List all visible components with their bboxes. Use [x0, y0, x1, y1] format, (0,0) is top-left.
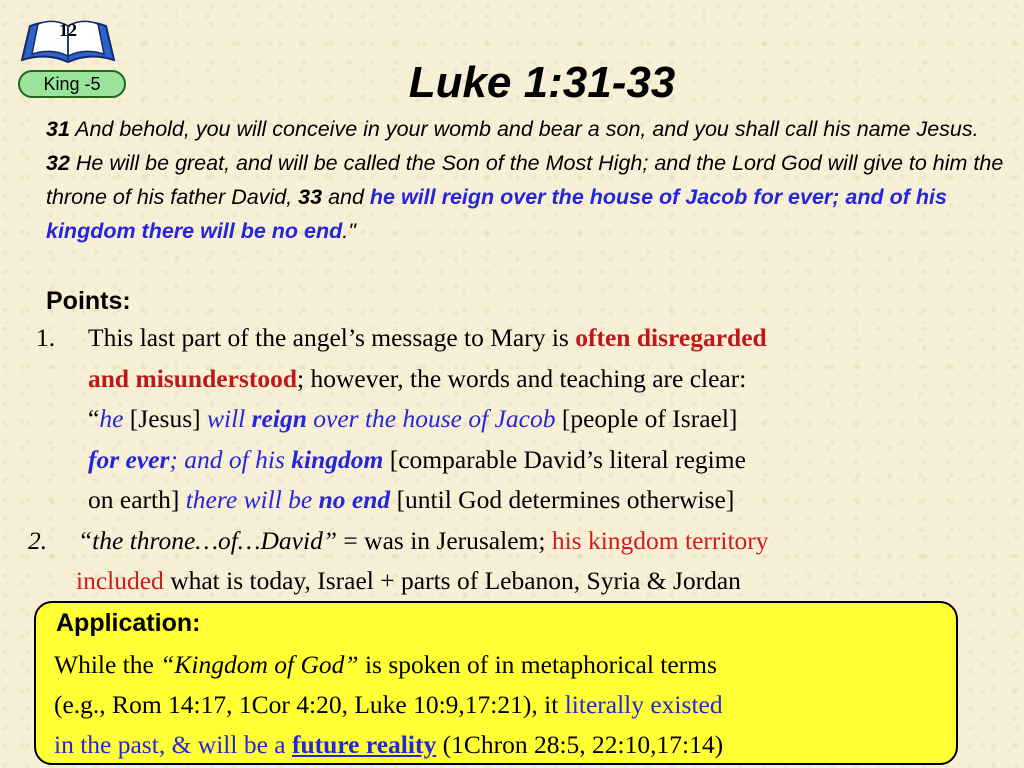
app-emphasis: in the past, & will	[54, 730, 238, 759]
verse-33-highlight: he will reign over the house of Jacob for ever; and of his kingdom there will be no end	[46, 185, 947, 243]
point-number: 1.	[36, 323, 56, 352]
app-emphasis: literally existed	[564, 690, 723, 719]
point-quote-bold: for ever	[88, 444, 170, 474]
point-quote-bold: kingdom	[291, 444, 384, 474]
point-emphasis: his kingdom territory	[551, 526, 769, 555]
verse-number: 31	[46, 117, 70, 141]
point-quote: over the house of Jacob	[306, 404, 556, 433]
point-emphasis: and misunderstood	[88, 363, 298, 393]
verse-number: 32	[46, 151, 70, 175]
point-text: [until God determines otherwise]	[390, 485, 735, 514]
point-text: “	[88, 404, 100, 433]
point-quote-bold: reign	[251, 404, 307, 433]
application-heading: Application:	[56, 609, 201, 637]
slide-number: 12	[59, 20, 77, 40]
point-quote-bold: no end	[318, 485, 391, 514]
page-title: Luke 1:31-33	[408, 58, 676, 107]
point-1	[36, 318, 1016, 521]
point-emphasis: included	[76, 566, 164, 595]
point-text: = was in Jerusalem;	[337, 526, 552, 555]
verse-32-text: He will be great, and will be called the Son of the Most High; and the Lord God will give to him the throne of his father David,	[46, 151, 1004, 209]
app-text: (e.g., Rom 14:17, 1Cor 4:20, Luke 10:9,17:21), it	[54, 690, 565, 719]
app-text: is spoken of in metaphorical terms	[358, 650, 717, 679]
verse-text	[46, 112, 1006, 248]
series-badge: King -5	[18, 70, 126, 98]
point-quote: he	[99, 404, 124, 433]
point-quote: ; and of his	[169, 444, 292, 474]
point-2	[28, 521, 1018, 601]
point-text: [people of Israel]	[555, 404, 738, 433]
point-number: 2.	[28, 526, 48, 555]
application-text	[54, 645, 954, 765]
app-reference: (1Chron 28:5, 22:10,17:14)	[436, 730, 724, 759]
verse-33-end: ."	[342, 219, 356, 243]
point-quote: will	[206, 404, 252, 433]
point-text: [comparable David’s literal regime	[383, 444, 746, 474]
verse-33-text: and	[322, 185, 370, 209]
app-emphasis: be a	[237, 730, 292, 759]
point-text: ; however, the words and teaching are clear:	[297, 363, 747, 393]
future-reality-link: future reality	[291, 730, 437, 759]
point-text: on earth]	[88, 485, 186, 514]
point-text: This last part of the angel’s message to Mary is	[88, 323, 576, 352]
verse-31-text: And behold, you will conceive in your womb and bear a son, and you shall call his name Jesus.	[69, 117, 979, 141]
point-emphasis: often disregarded	[575, 323, 767, 352]
verse-number: 33	[298, 185, 323, 209]
points-heading: Points:	[46, 287, 131, 315]
point-text: what is today, Israel + parts of Lebanon, Syria & Jordan	[163, 566, 741, 595]
point-text: [Jesus]	[123, 404, 207, 433]
app-text: While the	[54, 650, 161, 679]
app-quote: “Kingdom of God”	[160, 650, 359, 679]
point-quote: there will be	[185, 485, 319, 514]
point-quote: “the throne…of…David”	[78, 526, 338, 555]
